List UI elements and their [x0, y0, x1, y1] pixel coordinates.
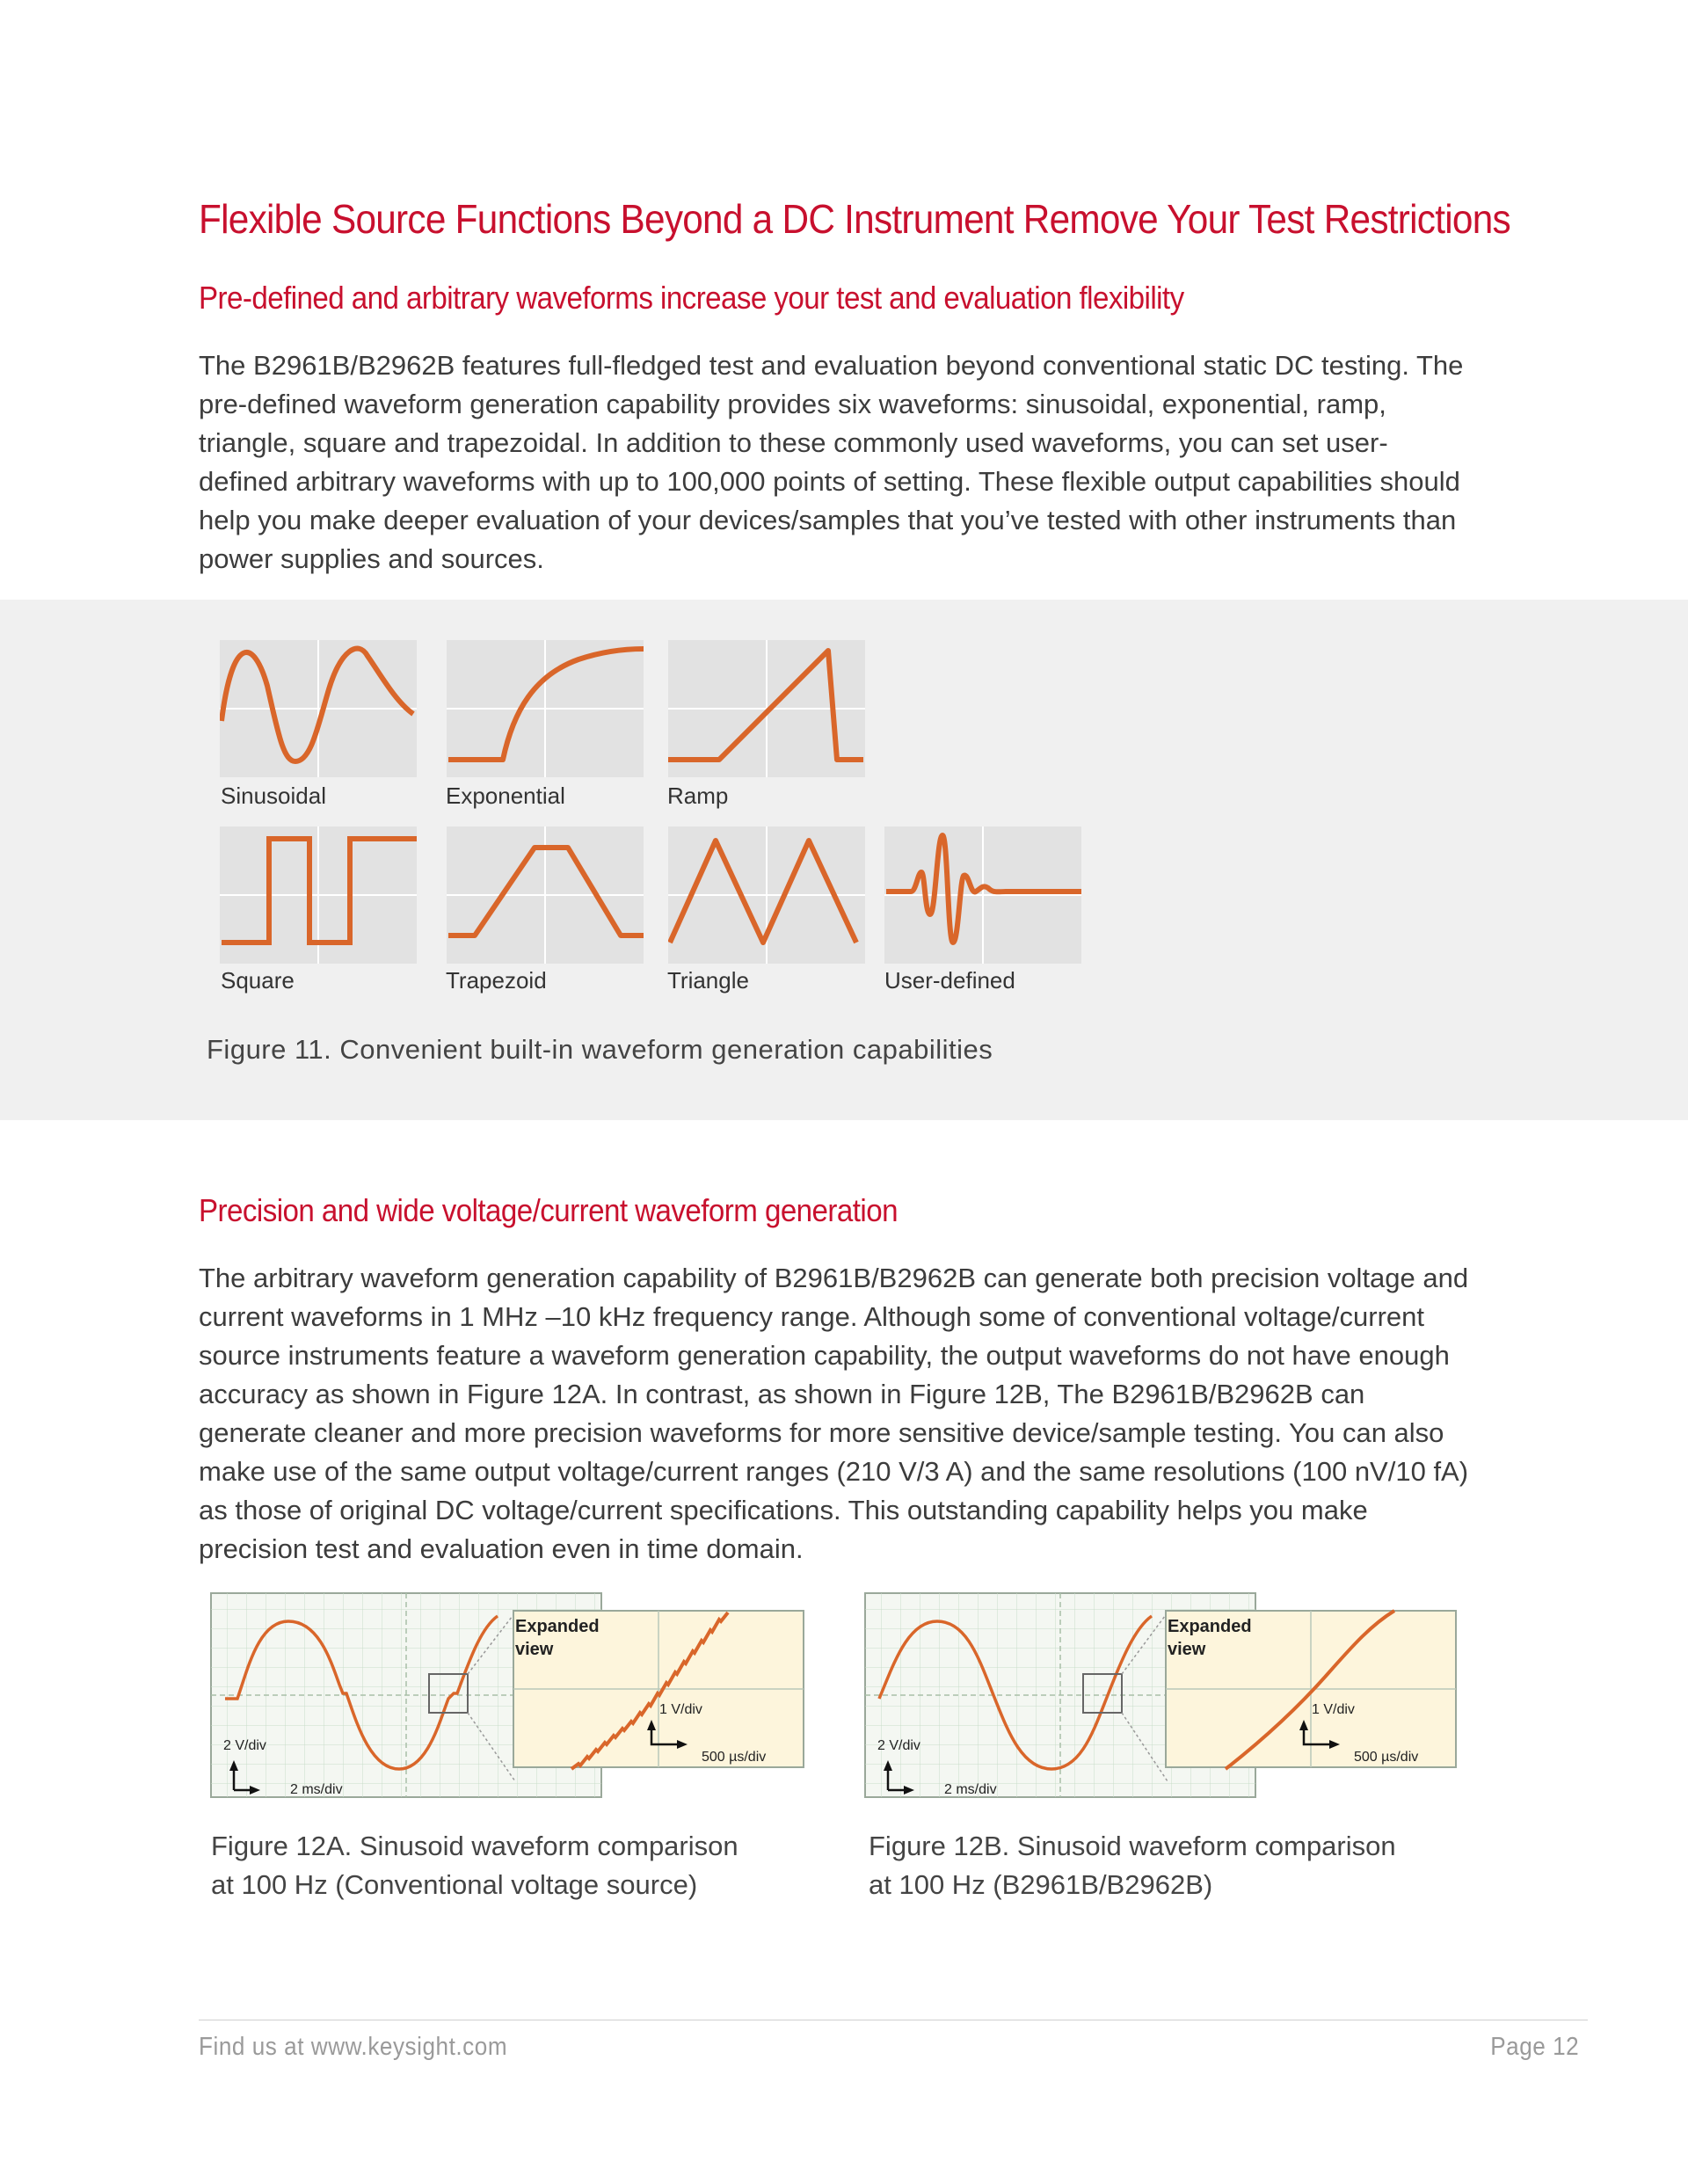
main-time-scale: 2 ms/div — [944, 1782, 997, 1797]
caption-line: at 100 Hz (B2961B/B2962B) — [869, 1869, 1213, 1900]
ramp-waveform-icon — [668, 640, 865, 777]
user-defined-waveform-tile — [884, 826, 1081, 964]
main-voltage-scale: 2 V/div — [877, 1738, 920, 1753]
square-waveform-icon — [220, 826, 417, 964]
section-body-precision — [199, 1259, 1517, 1569]
text-line: as those of original DC voltage/current specifications. This outstanding capability helps you make — [199, 1495, 1368, 1525]
ramp-label: Ramp — [667, 783, 729, 809]
text-line: precision test and evaluation even in time domain. — [199, 1533, 804, 1564]
zoom-voltage-scale: 1 V/div — [659, 1702, 702, 1717]
footer-page-number: Page 12 — [1489, 2033, 1579, 2061]
expanded-view-label: Expanded — [515, 1617, 600, 1636]
zoom-voltage-scale: 1 V/div — [1312, 1702, 1355, 1717]
exponential-label: Exponential — [446, 783, 565, 809]
section-body-waveforms — [199, 346, 1517, 579]
user-defined-label: User-defined — [884, 967, 1015, 994]
caption-line: Figure 12B. Sinusoid waveform comparison — [869, 1831, 1396, 1861]
main-voltage-scale: 2 V/div — [223, 1738, 266, 1753]
page-title: Flexible Source Functions Beyond a DC Instrument Remove Your Test Restrictions — [199, 196, 1510, 242]
text-line: defined arbitrary waveforms with up to 100,000 points of setting. These flexible output capabilities should — [199, 466, 1460, 497]
caption-line: at 100 Hz (Conventional voltage source) — [211, 1869, 698, 1900]
text-line: triangle, square and trapezoidal. In addition to these commonly used waveforms, you can set user- — [199, 427, 1388, 458]
triangle-label: Triangle — [667, 967, 749, 994]
sinusoidal-waveform-tile — [220, 640, 417, 777]
text-line: power supplies and sources. — [199, 543, 544, 574]
figure-12b-plot — [862, 1590, 1459, 1809]
text-line: The arbitrary waveform generation capability of B2961B/B2962B can generate both precision voltage and — [199, 1263, 1469, 1293]
triangle-waveform-icon — [668, 826, 865, 964]
text-line: help you make deeper evaluation of your devices/samples that you’ve tested with other instruments than — [199, 505, 1457, 535]
footer-website: Find us at www.keysight.com — [199, 2033, 508, 2061]
caption-line: Figure 12A. Sinusoid waveform comparison — [211, 1831, 738, 1861]
section-title-precision: Precision and wide voltage/current waveform generation — [199, 1192, 898, 1228]
ramp-waveform-tile — [668, 640, 865, 777]
trapezoid-label: Trapezoid — [446, 967, 547, 994]
section-title-waveforms: Pre-defined and arbitrary waveforms increase your test and evaluation flexibility — [199, 280, 1184, 316]
figure-12a-oscilloscope — [207, 1590, 805, 1809]
expanded-view-label: view — [1168, 1640, 1206, 1659]
triangle-waveform-tile — [668, 826, 865, 964]
text-line: generate cleaner and more precision waveforms for more sensitive device/sample testing. You can also — [199, 1417, 1444, 1448]
text-line: make use of the same output voltage/current ranges (210 V/3 A) and the same resolutions (100 nV/10 fA) — [199, 1456, 1469, 1487]
square-waveform-tile — [220, 826, 417, 964]
expanded-view-label: view — [515, 1640, 554, 1659]
text-line: pre-defined waveform generation capability provides six waveforms: sinusoidal, exponential, ramp, — [199, 389, 1386, 419]
exponential-waveform-tile — [447, 640, 644, 777]
main-time-scale: 2 ms/div — [290, 1782, 343, 1797]
zoom-time-scale: 500 µs/div — [1354, 1750, 1419, 1765]
trapezoid-waveform-tile — [447, 826, 644, 964]
text-line: accuracy as shown in Figure 12A. In contrast, as shown in Figure 12B, The B2961B/B2962B can — [199, 1379, 1365, 1409]
sinusoidal-label: Sinusoidal — [221, 783, 326, 809]
text-line: current waveforms in 1 MHz –10 kHz frequency range. Although some of conventional voltage/current — [199, 1301, 1425, 1332]
trapezoid-waveform-icon — [447, 826, 644, 964]
expanded-view-label: Expanded — [1168, 1617, 1252, 1636]
user-defined-waveform-icon — [884, 826, 1081, 964]
figure-12a-caption — [211, 1827, 826, 1904]
figure-12a-plot — [207, 1590, 805, 1809]
exponential-waveform-icon — [447, 640, 644, 777]
zoom-time-scale: 500 µs/div — [702, 1750, 767, 1765]
figure-12b-oscilloscope — [862, 1590, 1459, 1809]
figure-12b-caption — [869, 1827, 1484, 1904]
square-label: Square — [221, 967, 295, 994]
text-line: source instruments feature a waveform generation capability, the output waveforms do not have enough — [199, 1340, 1450, 1371]
text-line: The B2961B/B2962B features full-fledged test and evaluation beyond conventional static DC testing. The — [199, 350, 1464, 381]
figure-11-caption: Figure 11. Convenient built-in waveform generation capabilities — [207, 1034, 993, 1065]
sinusoidal-waveform-icon — [220, 640, 417, 777]
